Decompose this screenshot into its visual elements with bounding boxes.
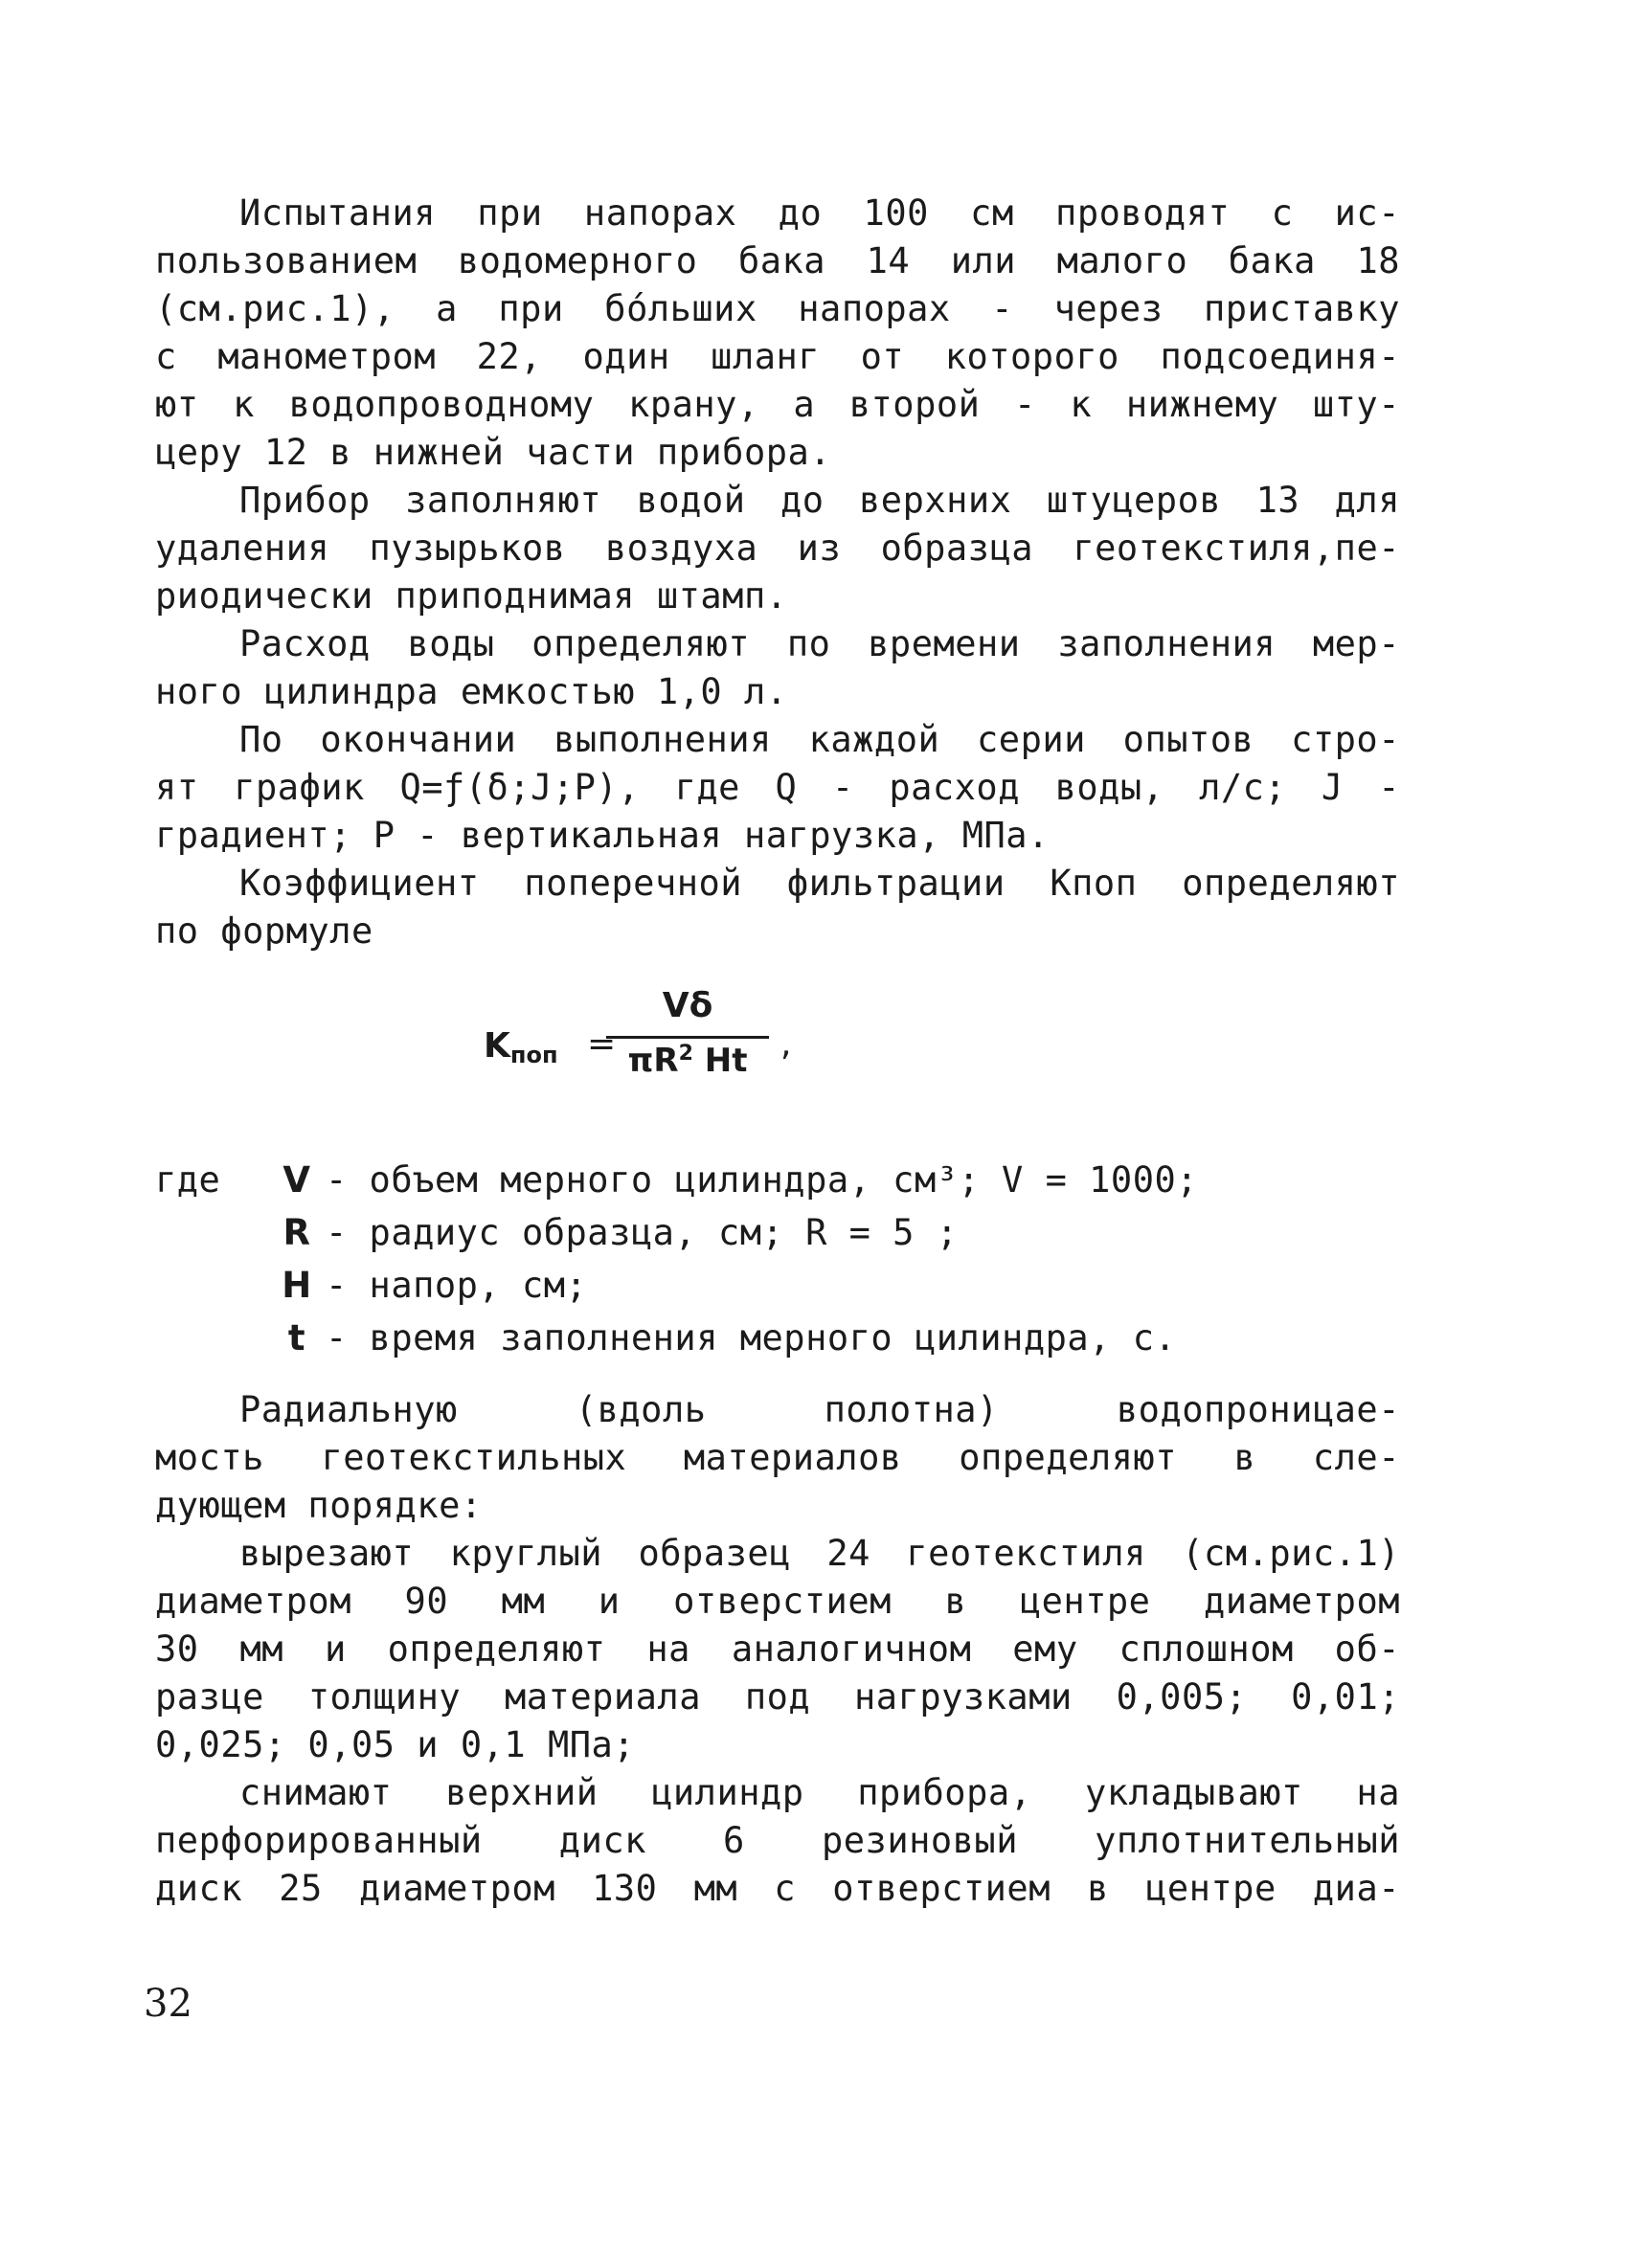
- formula-fraction-bar: [606, 1036, 769, 1039]
- text-line: Радиальную (вдоль полотна) водопроницае-: [239, 1389, 1400, 1430]
- text-line: риодически приподнимая штамп.: [155, 575, 788, 617]
- variable-symbol: V: [282, 1159, 311, 1201]
- formula-comma: ,: [780, 1024, 792, 1064]
- text-block-bottom: [155, 1386, 1400, 1913]
- text-line: градиент; P - вертикальная нагрузка, МПа.: [155, 815, 1050, 856]
- page-number: 32: [144, 1982, 192, 2026]
- text-line: Расход воды определяют по времени заполнения мер-: [239, 623, 1400, 664]
- text-line: снимают верхний цилиндр прибора, укладывают на: [239, 1772, 1400, 1813]
- variable-description: - напор, см;: [326, 1265, 588, 1306]
- text-block-top: [155, 190, 1400, 955]
- text-line: ного цилиндра емкостью 1,0 л.: [155, 671, 788, 712]
- text-line: удаления пузырьков воздуха из образца геотекстиля,пе-: [155, 528, 1400, 569]
- text-line: дующем порядке:: [155, 1485, 483, 1526]
- variable-symbol: H: [282, 1265, 312, 1306]
- variable-symbol: t: [287, 1317, 306, 1359]
- where-lead: где: [155, 1159, 221, 1201]
- text-line: перфорированный диск 6 резиновый уплотнительный: [155, 1820, 1400, 1861]
- formula-denominator: $\pi R^2$ Ht: [627, 1042, 748, 1080]
- variable-symbol: R: [282, 1212, 311, 1253]
- variable-description: - радиус образца, см; R = 5 ;: [326, 1212, 959, 1253]
- text-line: по формуле: [155, 910, 373, 952]
- text-line: вырезают круглый образец 24 геотекстиля (см.рис.1): [239, 1533, 1400, 1574]
- text-line: 0,025; 0,05 и 0,1 МПа;: [155, 1724, 636, 1765]
- text-line: Коэффициент поперечной фильтрации Kпоп определяют: [239, 863, 1400, 904]
- text-line: разце толщину материала под нагрузками 0,005; 0,01;: [155, 1676, 1400, 1718]
- formula-numerator: Vδ: [662, 986, 713, 1025]
- text-line: пользованием водомерного бака 14 или малого бака 18: [155, 240, 1400, 281]
- text-line: ят график Q=ƒ(δ;J;P), где Q - расход воды, л/с; J -: [155, 767, 1400, 808]
- text-line: Прибор заполняют водой до верхних штуцеров 13 для: [239, 480, 1400, 521]
- formula-equals: =: [587, 1024, 617, 1064]
- text-line: диск 25 диаметром 130 мм с отверстием в центре диа-: [155, 1868, 1400, 1909]
- text-line: церу 12 в нижней части прибора.: [155, 432, 832, 473]
- text-line: ют к водопроводному крану, а второй - к нижнему шту-: [155, 384, 1400, 425]
- variable-description: - объем мерного цилиндра, см³; V = 1000;: [326, 1159, 1199, 1201]
- variable-description: - время заполнения мерного цилиндра, с.: [326, 1317, 1177, 1359]
- text-line: По окончании выполнения каждой серии опытов стро-: [239, 719, 1400, 760]
- formula-denominator-power: 2: [678, 1042, 693, 1066]
- permeability-formula: [484, 986, 867, 1111]
- formula-lhs: $K_{поп}$: [484, 1026, 558, 1068]
- text-line: с манометром 22, один шланг от которого подсоединя-: [155, 336, 1400, 377]
- text-line: Испытания при напорах до 100 см проводят с ис-: [239, 192, 1400, 234]
- text-line: (см.рис.1), а при бóльших напорах - через приставку: [155, 288, 1400, 329]
- text-line: мость геотекстильных материалов определяют в сле-: [155, 1437, 1400, 1478]
- formula-lhs-subscript: поп: [509, 1042, 558, 1068]
- text-line: 30 мм и определяют на аналогичном ему сплошном об-: [155, 1628, 1400, 1670]
- text-line: диаметром 90 мм и отверстием в центре диаметром: [155, 1581, 1400, 1622]
